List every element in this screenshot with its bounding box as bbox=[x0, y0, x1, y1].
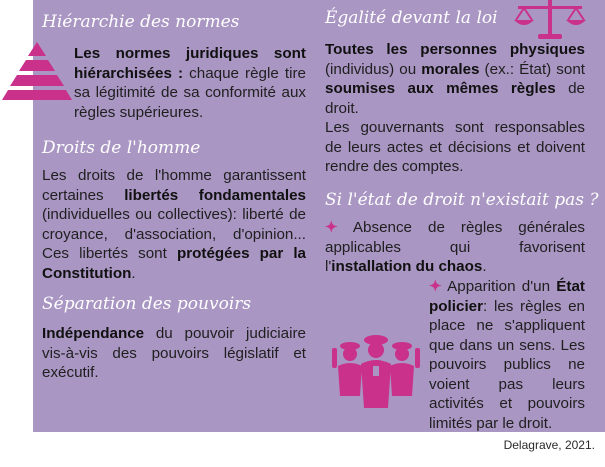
no-rule-of-law-item-1: ✦ Absence de règles générales applicables qui favorisent l'installation du chaos. bbox=[325, 219, 585, 275]
rights-title: Droits de l'homme bbox=[42, 138, 201, 158]
source-credit: Delagrave, 2021. bbox=[503, 438, 595, 452]
separation-title: Séparation des pouvoirs bbox=[42, 294, 252, 314]
star-bullet-icon: ✦ bbox=[429, 278, 442, 295]
rights-text: Les droits de l'homme garantissent certaines libertés fondamentales (individuelles ou collectives): liberté de croyance, d'association, d'opinion... Ces libertés sont protégées par la Constitution. bbox=[42, 167, 306, 282]
no-rule-of-law-item-2: ✦ Apparition d'un État policier: les règles en place ne s'appliquent que dans un sens. Les pouvoirs publics ne voient pas leurs activités et pouvoirs limités par le droit. bbox=[429, 278, 585, 432]
hierarchy-title: Hiérarchie des normes bbox=[42, 12, 240, 32]
pyramid-icon bbox=[2, 40, 72, 102]
no-rule-of-law-title: Si l'état de droit n'existait pas ? bbox=[325, 190, 599, 210]
hierarchy-text: Les normes juridiques sont hiérarchisées : chaque règle tire sa légitimité de sa conformité aux règles supérieures. bbox=[74, 45, 306, 121]
equality-title: Égalité devant la loi bbox=[325, 8, 498, 28]
equality-text: Toutes les personnes physiques (individus) ou morales (ex.: État) sont soumises aux mêmes règles de droit. Les gouvernants sont responsables de leurs actes et décisions et doivent rendre des comptes. bbox=[325, 41, 585, 175]
star-bullet-icon: ✦ bbox=[325, 219, 338, 236]
scales-icon bbox=[510, 0, 590, 42]
separation-text: Indépendance du pouvoir judiciaire vis-à-vis des pouvoirs législatif et exécutif. bbox=[42, 325, 306, 381]
